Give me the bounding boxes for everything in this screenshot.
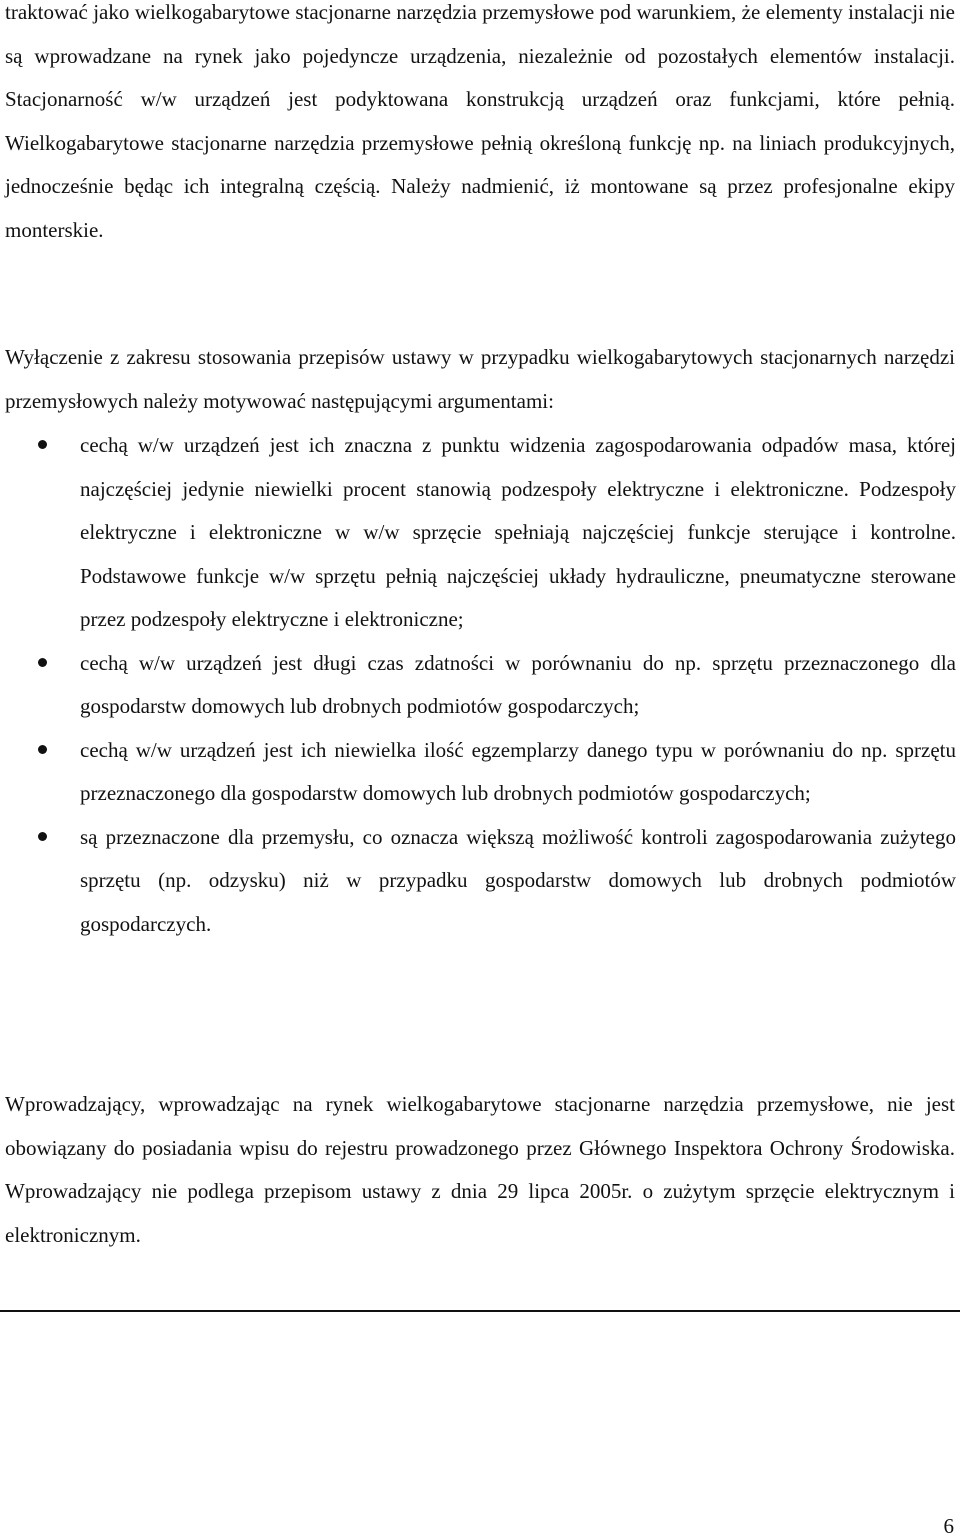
list-item-text: cechą w/w urządzeń jest długi czas zdatności w porównaniu do np. sprzętu przeznaczonego dla gospodarstw domowych lub drobnych podmiotów gospodarczych; [80,650,956,718]
page-number: 6 [943,1514,954,1538]
paragraph-exclusion-reasons: Wyłączenie z zakresu stosowania przepisów ustawy w przypadku wielkogabarytowych stacjonarnych narzędzi przemysłowych należy motywować następującymi argumentami: [5,345,955,413]
list-item-text: cechą w/w urządzeń jest ich niewielka ilość egzemplarzy danego typu w porównaniu do np. sprzętu przeznaczonego dla gospodarstw domowych lub drobnych podmiotów gospodarczych; [80,737,956,805]
list-item-text: cechą w/w urządzeń jest ich znaczna z punktu widzenia zagospodarowania odpadów masa, której najczęściej jedynie niewielki procent stanowią podzespoły elektryczne i elektroniczne. Podzespoły elektryczne i elektroniczne w w/w sprzęcie spełniają najczęściej funkcje sterujące i kontrolne. Podstawowe funkcje w/w sprzętu pełnią najczęściej układy hydrauliczne, pneumatyczne sterowane przez podzespoły elektryczne i elektroniczne; [80,433,956,631]
footer-divider [0,1310,960,1312]
bullet-icon [38,658,47,667]
bullet-icon [38,745,47,754]
list-item [0,642,956,729]
list-item [0,424,956,642]
list-item [0,729,956,816]
paragraph-registration: Wprowadzający, wprowadzając na rynek wielkogabarytowe stacjonarne narzędzia przemysłowe, nie jest obowiązany do posiadania wpisu do rejestru prowadzonego przez Głównego Inspektora Ochrony Środowiska. Wprowadzający nie podlega przepisom ustawy z dnia 29 lipca 2005r. o zużytym sprzęcie elektrycznym i elektronicznym. [5,1092,955,1247]
list-item-text: są przeznaczone dla przemysłu, co oznacza większą możliwość kontroli zagospodarowania zużytego sprzętu (np. odzysku) niż w przypadku gospodarstw domowych lub drobnych podmiotów gospodarczych. [80,824,956,936]
bullet-icon [38,440,47,449]
paragraph-intro: traktować jako wielkogabarytowe stacjonarne narzędzia przemysłowe pod warunkiem, że elementy instalacji nie są wprowadzane na rynek jako pojedyncze urządzenia, niezależnie od pozostałych elementów instalacji. Stacjonarność w/w urządzeń jest podyktowana konstrukcją urządzeń oraz funkcjami, które pełnią. Wielkogabarytowe stacjonarne narzędzia przemysłowe pełnią określoną funkcję np. na liniach produkcyjnych, jednocześnie będąc ich integralną częścią. Należy nadmienić, iż montowane są przez profesjonalne ekipy monterskie. [5,0,955,242]
bullet-icon [38,832,47,841]
list-item [0,816,956,947]
argument-list [0,424,960,946]
